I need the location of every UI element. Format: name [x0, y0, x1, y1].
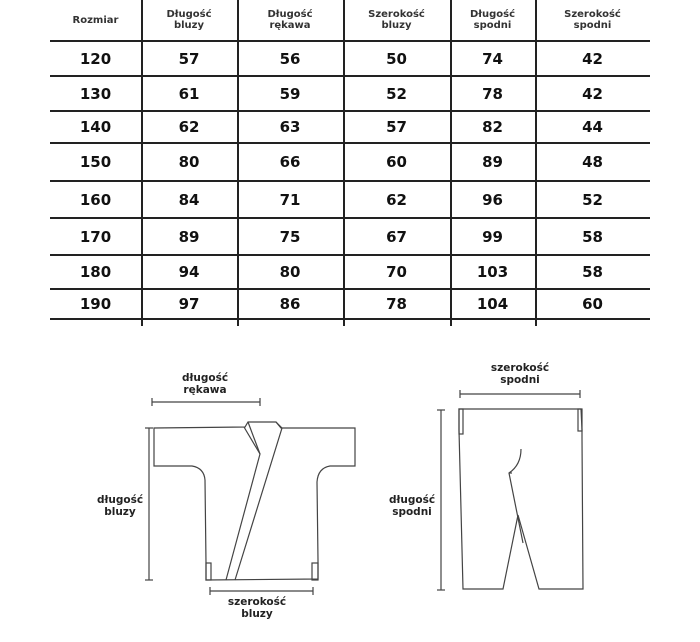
label-line: długość [388, 494, 436, 506]
measurement-cell: 89 [178, 227, 200, 246]
header-line: rękawa [269, 20, 311, 31]
label-line: spodni [500, 374, 540, 386]
jacket-length-label [90, 494, 150, 518]
header-line: Długość [166, 9, 212, 20]
measurement-cell: 62 [386, 190, 407, 209]
size-cell: 130 [79, 84, 112, 103]
measurement-cell: 52 [386, 84, 407, 103]
measurement-cell: 48 [582, 153, 603, 171]
label-line: szerokość [490, 362, 550, 374]
measurement-cell: 60 [386, 153, 407, 171]
measurement-cell: 70 [386, 263, 407, 281]
measurement-cell: 86 [279, 295, 301, 313]
label-line: bluzy [241, 608, 273, 620]
size-cell: 160 [79, 190, 112, 209]
sleeve-length-label [170, 372, 240, 396]
column-header [50, 0, 141, 40]
measurement-cell: 99 [482, 227, 503, 246]
measurement-cell: 44 [582, 118, 603, 136]
header-line: Szerokość [564, 9, 621, 20]
label-line: długość [96, 494, 144, 506]
size-cell: 120 [79, 49, 112, 68]
label-line: rękawa [183, 384, 227, 396]
measurement-cell: 71 [279, 190, 301, 209]
header-line: bluzy [381, 20, 412, 31]
measurement-cell: 59 [279, 84, 301, 103]
size-cell: 170 [79, 227, 112, 246]
measurement-cell: 104 [476, 295, 509, 313]
header-line: Szerokość [368, 9, 425, 20]
pants-length-label [382, 494, 442, 518]
measurement-cell: 96 [482, 190, 503, 209]
measurement-cell: 94 [178, 263, 200, 281]
measurement-cell: 82 [482, 118, 503, 136]
measurement-cell: 80 [178, 153, 200, 171]
header-line: spodni [473, 20, 512, 31]
column-header [141, 0, 237, 40]
measurement-cell: 78 [386, 295, 407, 313]
measurement-cell: 58 [582, 227, 603, 246]
measurement-cell: 60 [582, 295, 603, 313]
label-line: spodni [392, 506, 432, 518]
size-cell: 190 [79, 295, 112, 313]
measurement-cell: 74 [482, 49, 503, 68]
size-cell: 150 [79, 153, 112, 171]
column-header [237, 0, 343, 40]
header-line: Długość [267, 9, 313, 20]
label-line: szerokość [227, 596, 287, 608]
measurement-cell: 42 [582, 84, 603, 103]
column-header [450, 0, 535, 40]
pants-width-label [485, 362, 555, 386]
column-header [535, 0, 650, 40]
label-line: bluzy [104, 506, 136, 518]
measurement-cell: 66 [279, 153, 301, 171]
measurement-cell: 84 [178, 190, 200, 209]
measurement-cell: 42 [582, 49, 603, 68]
measurement-cell: 78 [482, 84, 503, 103]
column-header [343, 0, 450, 40]
measurement-cell: 103 [476, 263, 509, 281]
measurement-cell: 62 [178, 118, 200, 136]
measurement-cell: 97 [178, 295, 200, 313]
garment-illustration [0, 340, 700, 642]
measurement-cell: 58 [582, 263, 603, 281]
measurement-cell: 63 [279, 118, 301, 136]
measurement-cell: 57 [178, 49, 200, 68]
header-line: Rozmiar [72, 14, 119, 26]
header-line: Długość [469, 9, 516, 20]
row-divider [50, 318, 650, 320]
measurement-cell: 89 [482, 153, 503, 171]
measurement-cell: 56 [279, 49, 301, 68]
jacket-width-label [222, 596, 292, 620]
size-cell: 140 [79, 118, 112, 136]
label-line: długość [181, 372, 229, 384]
measurement-cell: 52 [582, 190, 603, 209]
header-line: bluzy [173, 20, 205, 31]
measurement-cell: 50 [386, 49, 407, 68]
size-cell: 180 [79, 263, 112, 281]
header-line: spodni [573, 20, 612, 31]
measurement-cell: 80 [279, 263, 301, 281]
measurement-cell: 67 [386, 227, 407, 246]
measurement-cell: 75 [279, 227, 301, 246]
measurement-cell: 61 [178, 84, 200, 103]
measurement-cell: 57 [386, 118, 407, 136]
measurement-diagram [0, 340, 700, 642]
